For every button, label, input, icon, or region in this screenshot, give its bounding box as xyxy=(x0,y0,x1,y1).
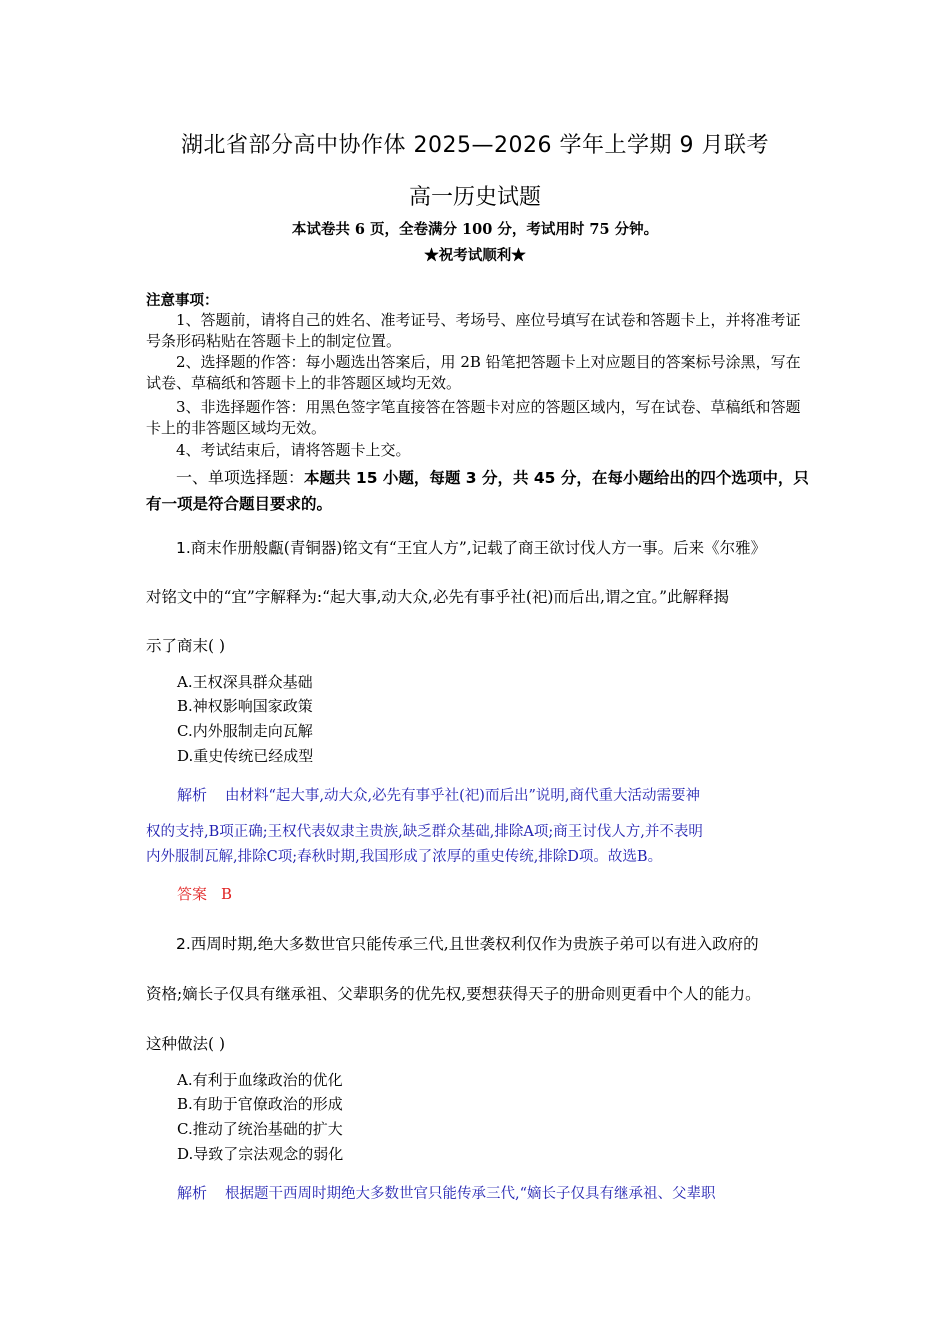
question-2-analysis-line-1 xyxy=(177,1182,843,1203)
question-1-number: 1. xyxy=(176,539,191,557)
question-2-number: 2. xyxy=(176,935,191,953)
question-1-analysis-label: 解析 xyxy=(177,786,208,804)
question-2-option-b: B.有助于官僚政治的形成 xyxy=(177,1095,343,1113)
question-1-option-a: A.王权深具群众基础 xyxy=(177,673,313,691)
question-2-text-1: 西周时期,绝大多数世官只能传承三代,且世袭权利仅作为贵族子弟可以有进入政府的 xyxy=(190,935,759,953)
question-1-text-1: 商末作册般甗(青铜器)铭文有“王宜人方”,记载了商王欲讨伐人方一事。后来《尔雅》 xyxy=(190,539,767,557)
question-2-option-c: C.推动了统治基础的扩大 xyxy=(177,1120,343,1138)
notice-item-4: 4、考试结束后，请将答题卡上交。 xyxy=(176,441,411,459)
notice-item-2: 2、选择题的作答：每小题选出答案后，用 2B 铅笔把答题卡上对应题目的答案标号涂黑，写在试卷、草稿纸和答题卡上的非答题区域均无效。 xyxy=(146,353,801,392)
exam-title: 湖北省部分高中协作体 2025—2026 学年上学期 9 月联考 xyxy=(181,133,769,158)
question-2-analysis-text-1: 根据题干西周时期绝大多数世官只能传承三代,“嫡长子仅具有继承祖、父辈职 xyxy=(225,1186,716,1202)
section-label: 一、单项选择题： xyxy=(176,468,305,487)
question-2-analysis-label: 解析 xyxy=(177,1184,208,1202)
question-1-line-1 xyxy=(176,536,842,558)
exam-info: 本试卷共 6 页，全卷满分 100 分，考试用时 75 分钟。 xyxy=(291,221,659,238)
notice-heading: 注意事项： xyxy=(146,292,219,309)
question-2-line-2: 资格;嫡长子仅具有继承祖、父辈职务的优先权,要想获得天子的册命则更看中个人的能力。 xyxy=(146,985,761,1003)
question-1-answer-label: 答案 xyxy=(177,885,208,903)
question-1-line-2: 对铭文中的“宜”字解释为:“起大事,动大众,必先有事乎社(祀)而后出,谓之宜。”此解释揭 xyxy=(146,588,730,606)
section-heading xyxy=(146,465,816,517)
question-1-answer-value: B xyxy=(221,885,233,903)
notice-item-3: 3、非选择题作答：用黑色签字笔直接答在答题卡对应的答题区域内，写在试卷、草稿纸和答题卡上的非答题区域均无效。 xyxy=(146,398,801,437)
question-1-analysis-line-2: 权的支持,B项正确;王权代表奴隶主贵族,缺乏群众基础,排除A项;商王讨伐人方,并不表明 xyxy=(146,824,703,840)
question-1-line-3: 示了商末( ) xyxy=(146,637,226,655)
question-1-analysis-line-1 xyxy=(177,784,843,805)
question-1-option-c: C.内外服制走向瓦解 xyxy=(177,722,313,740)
question-2-line-1 xyxy=(176,932,842,954)
exam-subtitle: 高一历史试题 xyxy=(408,185,541,210)
question-1-analysis-line-3: 内外服制瓦解,排除C项;春秋时期,我国形成了浓厚的重史传统,排除D项。故选B。 xyxy=(146,849,663,865)
question-2-option-a: A.有利于血缘政治的优化 xyxy=(177,1071,343,1089)
section-description: 本题共 15 小题，每题 3 分，共 45 分，在每小题给出的四个选项中，只有一项是符合题目要求的。 xyxy=(146,469,809,513)
question-1-analysis-text-1: 由材料“起大事,动大众,必先有事乎社(祀)而后出”说明,商代重大活动需要神 xyxy=(225,788,700,804)
blessing-line: ★祝考试顺利★ xyxy=(424,247,526,264)
question-1-option-b: B.神权影响国家政策 xyxy=(177,697,313,715)
notice-item-1: 1、答题前，请将自己的姓名、准考证号、考场号、座位号填写在试卷和答题卡上，并将准考证号条形码粘贴在答题卡上的制定位置。 xyxy=(146,311,801,350)
question-2-line-3: 这种做法( ) xyxy=(146,1035,226,1053)
question-1-option-d: D.重史传统已经成型 xyxy=(177,747,314,765)
question-2-option-d: D.导致了宗法观念的弱化 xyxy=(177,1145,344,1163)
question-1-answer xyxy=(177,883,232,904)
